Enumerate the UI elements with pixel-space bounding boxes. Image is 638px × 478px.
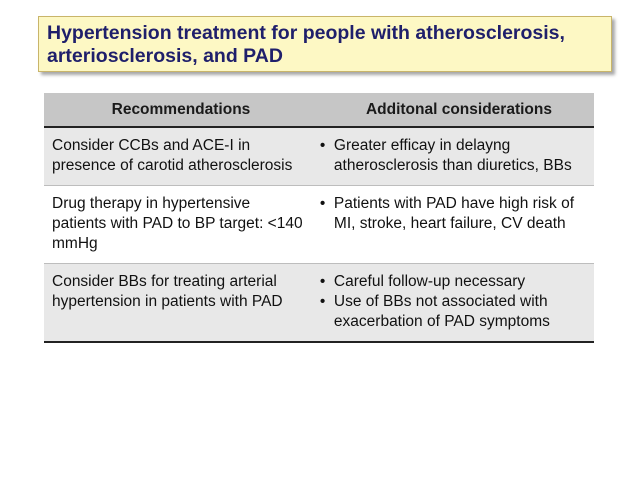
considerations-cell: [312, 186, 594, 264]
header-additional-considerations: Additonal considerations: [312, 93, 594, 127]
recommendations-table: [44, 93, 594, 343]
table-row: [44, 264, 594, 343]
consideration-text: Use of BBs not associated with exacerbation of PAD symptoms: [333, 293, 550, 330]
list-item: [320, 272, 590, 292]
slide-title: [47, 22, 603, 68]
bullet-icon: •: [319, 273, 326, 290]
considerations-list: [320, 194, 590, 234]
table-header-row: [44, 93, 594, 127]
slide-title-line-2: arteriosclerosis, and PAD: [47, 45, 283, 67]
table-row: [44, 186, 594, 264]
bullet-icon: •: [319, 293, 326, 310]
header-recommendations: Recommendations: [44, 93, 312, 127]
list-item: [320, 194, 590, 234]
list-item: [320, 136, 590, 176]
consideration-text: Patients with PAD have high risk of MI, stroke, heart failure, CV death: [333, 195, 574, 232]
table-row: [44, 127, 594, 186]
bullet-icon: •: [319, 195, 326, 212]
considerations-cell: [312, 264, 594, 343]
considerations-list: [320, 136, 590, 176]
considerations-list: [320, 272, 590, 332]
consideration-text: Careful follow-up necessary: [333, 273, 526, 290]
consideration-text: Greater efficay in delayng atherosclerosis than diuretics, BBs: [333, 137, 572, 174]
considerations-cell: [312, 127, 594, 186]
recommendation-cell: Consider BBs for treating arterial hypertension in patients with PAD: [44, 264, 312, 343]
slide-title-line-1: Hypertension treatment for people with atherosclerosis,: [47, 22, 565, 44]
recommendation-cell: Drug therapy in hypertensive patients with PAD to BP target: <140 mmHg: [44, 186, 312, 264]
list-item: [320, 292, 590, 332]
slide-title-box: [38, 16, 612, 72]
bullet-icon: •: [319, 137, 326, 154]
recommendation-cell: Consider CCBs and ACE-I in presence of carotid atherosclerosis: [44, 127, 312, 186]
